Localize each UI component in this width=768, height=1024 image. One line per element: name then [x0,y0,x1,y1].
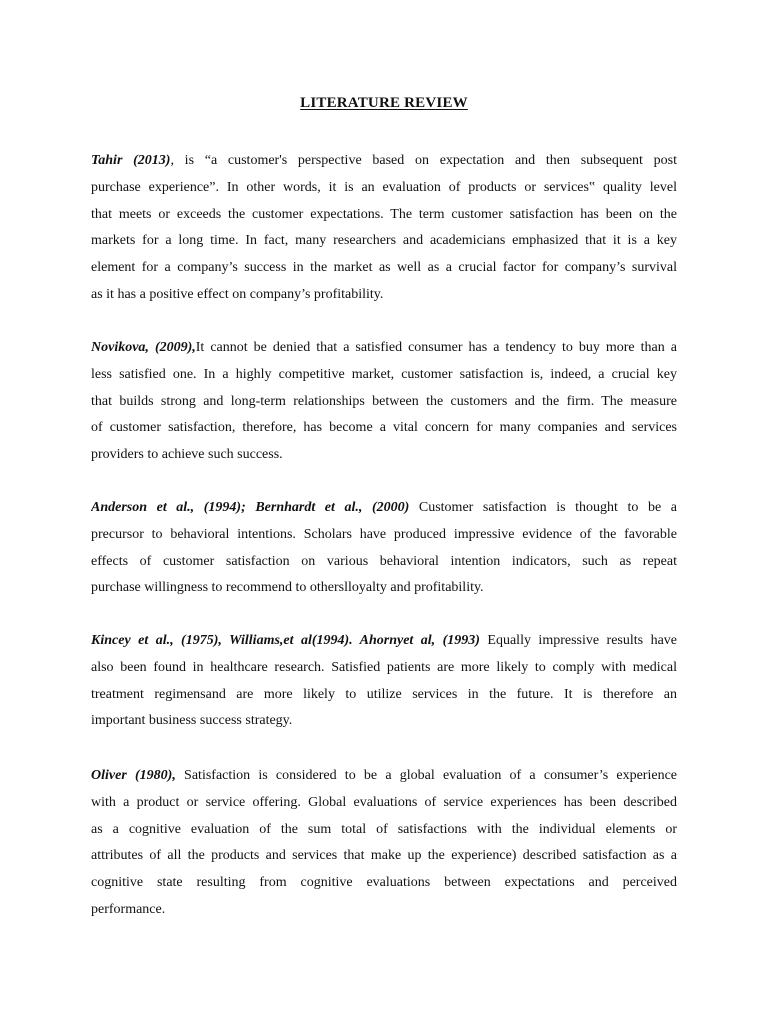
paragraph-anderson [91,495,677,602]
line-text: with a product or service offering. Global evaluations of service experiences has been described [91,794,677,810]
paragraph-line [91,549,677,576]
paragraph-tahir [91,148,677,309]
line-text: markets for a long time. In fact, many researchers and academicians emphasized that it is a key [91,233,677,249]
citation: Anderson et al., (1994); Bernhardt et al., (2000) [91,500,410,515]
line-text: less satisfied one. In a highly competitive market, customer satisfaction is, indeed, a crucial key [91,366,677,382]
paragraph-line [91,175,677,202]
paragraph-line [91,682,677,709]
line-text: purchase willingness to recommend to otherslloyalty and profitability. [91,580,484,596]
line-text: attributes of all the products and services that make up the experience) described satisfaction as a [91,848,677,864]
paragraph-line [91,202,677,229]
paragraph-oliver [91,763,677,924]
line-text: that meets or exceeds the customer expectations. The term customer satisfaction has been on the [91,206,677,222]
paragraph-line [91,763,677,790]
paragraph-line [91,708,677,735]
paragraph-line [91,790,677,817]
paragraph-line [91,148,677,175]
line-text: also been found in healthcare research. Satisfied patients are more likely to comply with medical [91,659,677,675]
line-text: important business success strategy. [91,713,293,729]
paragraph-line [91,843,677,870]
line-text: Satisfaction is considered to be a global evaluation of a consumer’s experience [175,768,677,783]
paragraph-novikova [91,335,677,469]
paragraph-line [91,415,677,442]
line-text: It cannot be denied that a satisfied consumer has a tendency to buy more than a [195,340,677,355]
citation: Novikova, (2009), [91,340,196,355]
page-title: LITERATURE REVIEW [300,95,468,111]
paragraph-line [91,522,677,549]
paragraph-line [91,335,677,362]
line-text: precursor to behavioral intentions. Scholars have produced impressive evidence of the favorable [91,526,677,542]
line-text: treatment regimensand are more likely to utilize services in the future. It is therefore an [91,686,677,702]
citation: Oliver (1980), [91,768,176,783]
paragraph-line [91,628,677,655]
line-text: element for a company’s success in the market as well as a crucial factor for company’s survival [91,260,677,276]
citation: Tahir (2013) [91,153,171,168]
line-text: performance. [91,901,166,917]
line-text: that builds strong and long-term relationships between the customers and the firm. The measure [91,393,677,409]
citation: Kincey et al., (1975), Williams,et al(1994). Ahornyet al, (1993) [91,633,480,648]
line-text: purchase experience”. In other words, it is an evaluation of products or services‟ quality level [91,179,677,195]
line-text: effects of customer satisfaction on various behavioral intention indicators, such as repeat [91,553,677,569]
line-text: as it has a positive effect on company’s profitability. [91,286,384,302]
line-text: providers to achieve such success. [91,447,283,463]
paragraph-line [91,389,677,416]
paragraph-line [91,817,677,844]
paragraph-line [91,575,677,602]
paragraph-line [91,655,677,682]
paragraph-line [91,255,677,282]
line-text: of customer satisfaction, therefore, has become a vital concern for many companies and services [91,420,677,436]
line-text: cognitive state resulting from cognitive evaluations between expectations and perceived [91,875,677,891]
line-text: Customer satisfaction is thought to be a [409,500,677,515]
paragraph-line [91,228,677,255]
paragraph-line [91,282,677,309]
paragraph-line [91,897,677,924]
line-text: , is “a customer's perspective based on expectation and then subsequent post [170,153,677,168]
line-text: as a cognitive evaluation of the sum total of satisfactions with the individual elements or [91,821,677,837]
paragraph-kincey [91,628,677,735]
line-text: Equally impressive results have [479,633,677,648]
paragraph-line [91,495,677,522]
paragraph-line [91,442,677,469]
paragraph-line [91,870,677,897]
paragraph-line [91,362,677,389]
